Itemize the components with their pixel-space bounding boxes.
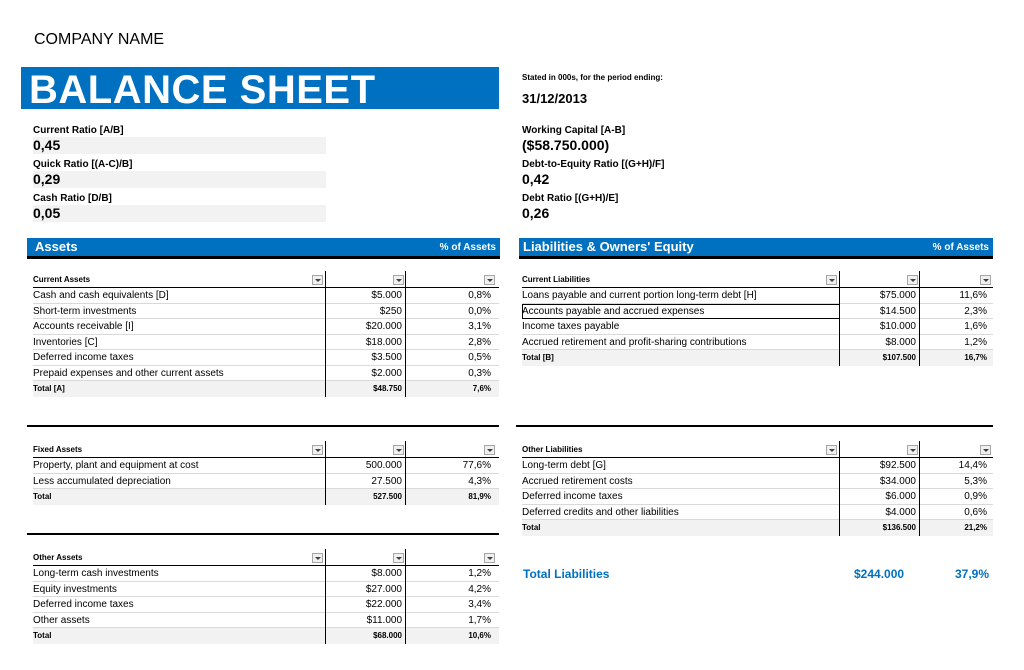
current-liabilities-total-row [522,350,993,366]
row-percent[interactable]: 0,6% [964,506,987,518]
row-label[interactable]: Total [33,631,52,640]
row-percent[interactable]: 77,6% [462,460,491,471]
other-liabilities-col-sep-1 [839,441,840,536]
fixed-assets-col-sep-1 [325,441,326,505]
liabilities-header [519,238,993,259]
row-label[interactable]: Long-term cash investments [33,568,159,579]
row-percent[interactable]: 0,5% [468,352,491,363]
liabilities-title: Liabilities & Owners' Equity [523,239,694,254]
row-label[interactable]: Other assets [33,614,90,626]
current-assets-filter-dropdown-1[interactable] [312,275,323,285]
row-label[interactable]: Deferred income taxes [33,599,134,610]
fixed-assets-title: Fixed Assets [33,445,83,454]
current-ratio-value[interactable]: 0,45 [33,137,326,154]
current-assets-filter-dropdown-2[interactable] [393,275,404,285]
table-row [33,319,499,335]
assets-title: Assets [35,239,78,254]
table-row [522,474,993,490]
row-label[interactable]: Deferred income taxes [33,352,134,363]
row-percent[interactable]: 81,9% [468,492,491,501]
row-percent[interactable]: 4,2% [468,583,491,595]
other-assets-top-border [27,533,499,535]
row-percent[interactable]: 0,3% [468,367,491,379]
table-row [33,304,499,320]
row-value[interactable]: $5.000 [371,290,402,301]
quick-ratio-value[interactable]: 0,29 [33,171,326,188]
row-percent[interactable]: 3,4% [468,599,491,610]
row-percent[interactable]: 0,9% [964,491,987,502]
fixed-assets-filter-dropdown-2[interactable] [393,445,404,455]
table-row [33,566,499,582]
debt-to-equity-label: Debt-to-Equity Ratio [(G+H)/F] [522,159,665,170]
other-assets-filter-dropdown-2[interactable] [393,553,404,563]
row-value[interactable]: 500.000 [365,460,402,471]
other-liabilities-filter-dropdown-3[interactable] [980,445,991,455]
current-liabilities-filter-dropdown-1[interactable] [826,275,837,285]
row-value[interactable]: $8.000 [371,568,402,579]
row-value[interactable]: $92.500 [879,460,916,471]
row-percent[interactable]: 1,2% [964,336,987,348]
debt-ratio-value[interactable]: 0,26 [522,205,550,221]
row-value[interactable]: $250 [379,305,402,317]
row-value[interactable]: $34.000 [879,475,916,487]
row-label[interactable]: Total [A] [33,384,65,393]
row-value[interactable]: $75.000 [879,290,916,301]
row-label[interactable]: Deferred credits and other liabilities [522,506,679,518]
total-liabilities-label: Total Liabilities [523,567,610,581]
working-capital-value[interactable]: ($58.750.000) [522,137,610,153]
row-percent[interactable]: 14,4% [958,460,987,471]
liabilities-pct-label: % of Assets [932,242,989,253]
current-ratio-label: Current Ratio [A/B] [33,125,124,136]
other-assets-filter-dropdown-3[interactable] [484,553,495,563]
table-row [33,335,499,351]
period-date[interactable]: 31/12/2013 [522,91,588,106]
table-row [33,474,499,490]
stated-text: Stated in 000s, for the period ending: [522,73,663,82]
row-percent[interactable]: 11,6% [959,290,987,301]
row-value[interactable]: $8.000 [885,336,916,348]
fixed-assets-total-row [33,489,499,505]
row-percent[interactable]: 1,7% [468,614,491,626]
other-liabilities-filter-dropdown-1[interactable] [826,445,837,455]
current-assets-filter-dropdown-3[interactable] [484,275,495,285]
row-percent[interactable]: 10,6% [468,631,491,640]
table-row [522,304,993,320]
row-label[interactable]: Loans payable and current portion long-term debt [H] [522,290,757,301]
current-assets-col-sep-2 [405,271,406,397]
row-percent[interactable]: 7,6% [472,384,491,393]
row-label[interactable]: Total [522,523,541,532]
page-title: BALANCE SHEET [21,67,499,109]
current-liabilities-title: Current Liabilities [522,275,591,284]
table-row [33,597,499,613]
row-value[interactable]: $68.000 [373,631,402,640]
total-liabilities-value[interactable]: $244.000 [854,567,905,581]
fixed-assets-top-border [27,425,499,427]
table-row [522,335,993,351]
row-value[interactable]: $14.500 [879,305,916,317]
working-capital-label: Working Capital [A-B] [522,125,626,136]
other-assets-title: Other Assets [33,553,83,562]
other-liabilities-top-border [516,425,993,427]
row-label[interactable]: Prepaid expenses and other current assets [33,367,224,379]
debt-to-equity-value[interactable]: 0,42 [522,171,550,187]
table-row [522,489,993,505]
table-row [33,582,499,598]
row-value[interactable]: $22.000 [365,599,402,610]
row-percent[interactable]: 0,0% [468,305,491,317]
row-label[interactable]: Equity investments [33,583,117,595]
table-row [522,319,993,335]
row-value[interactable]: $4.000 [885,506,916,518]
row-label[interactable]: Accounts receivable [I] [33,321,134,332]
fixed-assets-col-sep-2 [405,441,406,505]
row-value[interactable]: 527.500 [373,492,402,501]
current-liabilities-filter-dropdown-2[interactable] [907,275,918,285]
row-value[interactable]: $136.500 [882,523,916,532]
row-label[interactable]: Income taxes payable [522,321,620,332]
other-liabilities-total-row [522,520,993,536]
fixed-assets-filter-dropdown-1[interactable] [312,445,323,455]
current-assets-total-row [33,381,499,397]
table-row [33,613,499,629]
other-assets-col-sep-1 [325,549,326,644]
row-value[interactable]: $6.000 [885,491,916,502]
row-label[interactable]: Accrued retirement and profit-sharing contributions [522,336,747,348]
row-value[interactable]: 27.500 [371,475,402,487]
row-percent[interactable]: 16,7% [964,353,987,362]
row-value[interactable]: $107.500 [882,353,916,362]
other-liabilities-col-sep-2 [919,441,920,536]
row-value[interactable]: $18.000 [365,336,402,348]
assets-header [27,238,500,259]
row-percent[interactable]: 0,8% [468,290,491,301]
table-row [522,288,993,304]
row-value[interactable]: $11.000 [366,614,402,626]
row-label[interactable]: Long-term debt [G] [522,460,606,471]
table-row [33,366,499,382]
other-assets-filter-dropdown-1[interactable] [312,553,323,563]
current-liabilities-col-sep-1 [839,271,840,366]
row-value[interactable]: $10.000 [879,321,916,332]
row-percent[interactable]: 1,6% [964,321,987,332]
row-value[interactable]: $20.000 [365,321,402,332]
row-percent[interactable]: 21,2% [964,523,987,532]
table-row [522,505,993,521]
row-label[interactable]: Accrued retirement costs [522,475,633,487]
row-percent[interactable]: 2,8% [468,336,491,348]
row-label[interactable]: Total [B] [522,353,554,362]
current-liabilities-col-sep-2 [919,271,920,366]
assets-pct-label: % of Assets [439,242,496,253]
quick-ratio-label: Quick Ratio [(A-C)/B] [33,159,133,170]
row-value[interactable]: $3.500 [371,352,402,363]
table-row [522,458,993,474]
row-label[interactable]: Total [33,492,52,501]
other-liabilities-title: Other Liabilities [522,445,583,454]
row-label[interactable]: Less accumulated depreciation [33,475,171,487]
current-assets-title: Current Assets [33,275,91,284]
other-assets-col-sep-2 [405,549,406,644]
row-label[interactable]: Accounts payable and accrued expenses [522,304,840,319]
total-liabilities-pct[interactable]: 37,9% [955,567,990,581]
row-label[interactable]: Property, plant and equipment at cost [33,460,199,471]
debt-ratio-label: Debt Ratio [(G+H)/E] [522,193,619,204]
fixed-assets-filter-dropdown-3[interactable] [484,445,495,455]
row-percent[interactable]: 1,2% [468,568,491,579]
row-value[interactable]: $27.000 [365,583,402,595]
current-assets-col-sep-1 [325,271,326,397]
other-liabilities-filter-dropdown-2[interactable] [907,445,918,455]
table-row [33,458,499,474]
row-percent[interactable]: 5,3% [964,475,987,487]
cash-ratio-value[interactable]: 0,05 [33,205,326,222]
row-label[interactable]: Cash and cash equivalents [D] [33,290,169,301]
cash-ratio-label: Cash Ratio [D/B] [33,193,112,204]
company-name: COMPANY NAME [34,31,165,48]
other-assets-total-row [33,628,499,644]
row-label[interactable]: Deferred income taxes [522,491,623,502]
table-row [33,350,499,366]
row-percent[interactable]: 2,3% [964,305,987,317]
row-value[interactable]: $48.750 [373,384,402,393]
row-label[interactable]: Inventories [C] [33,336,98,348]
table-row [33,288,499,304]
current-liabilities-filter-dropdown-3[interactable] [980,275,991,285]
row-label[interactable]: Short-term investments [33,305,137,317]
row-percent[interactable]: 4,3% [468,475,491,487]
row-percent[interactable]: 3,1% [468,321,491,332]
row-value[interactable]: $2.000 [371,367,402,379]
